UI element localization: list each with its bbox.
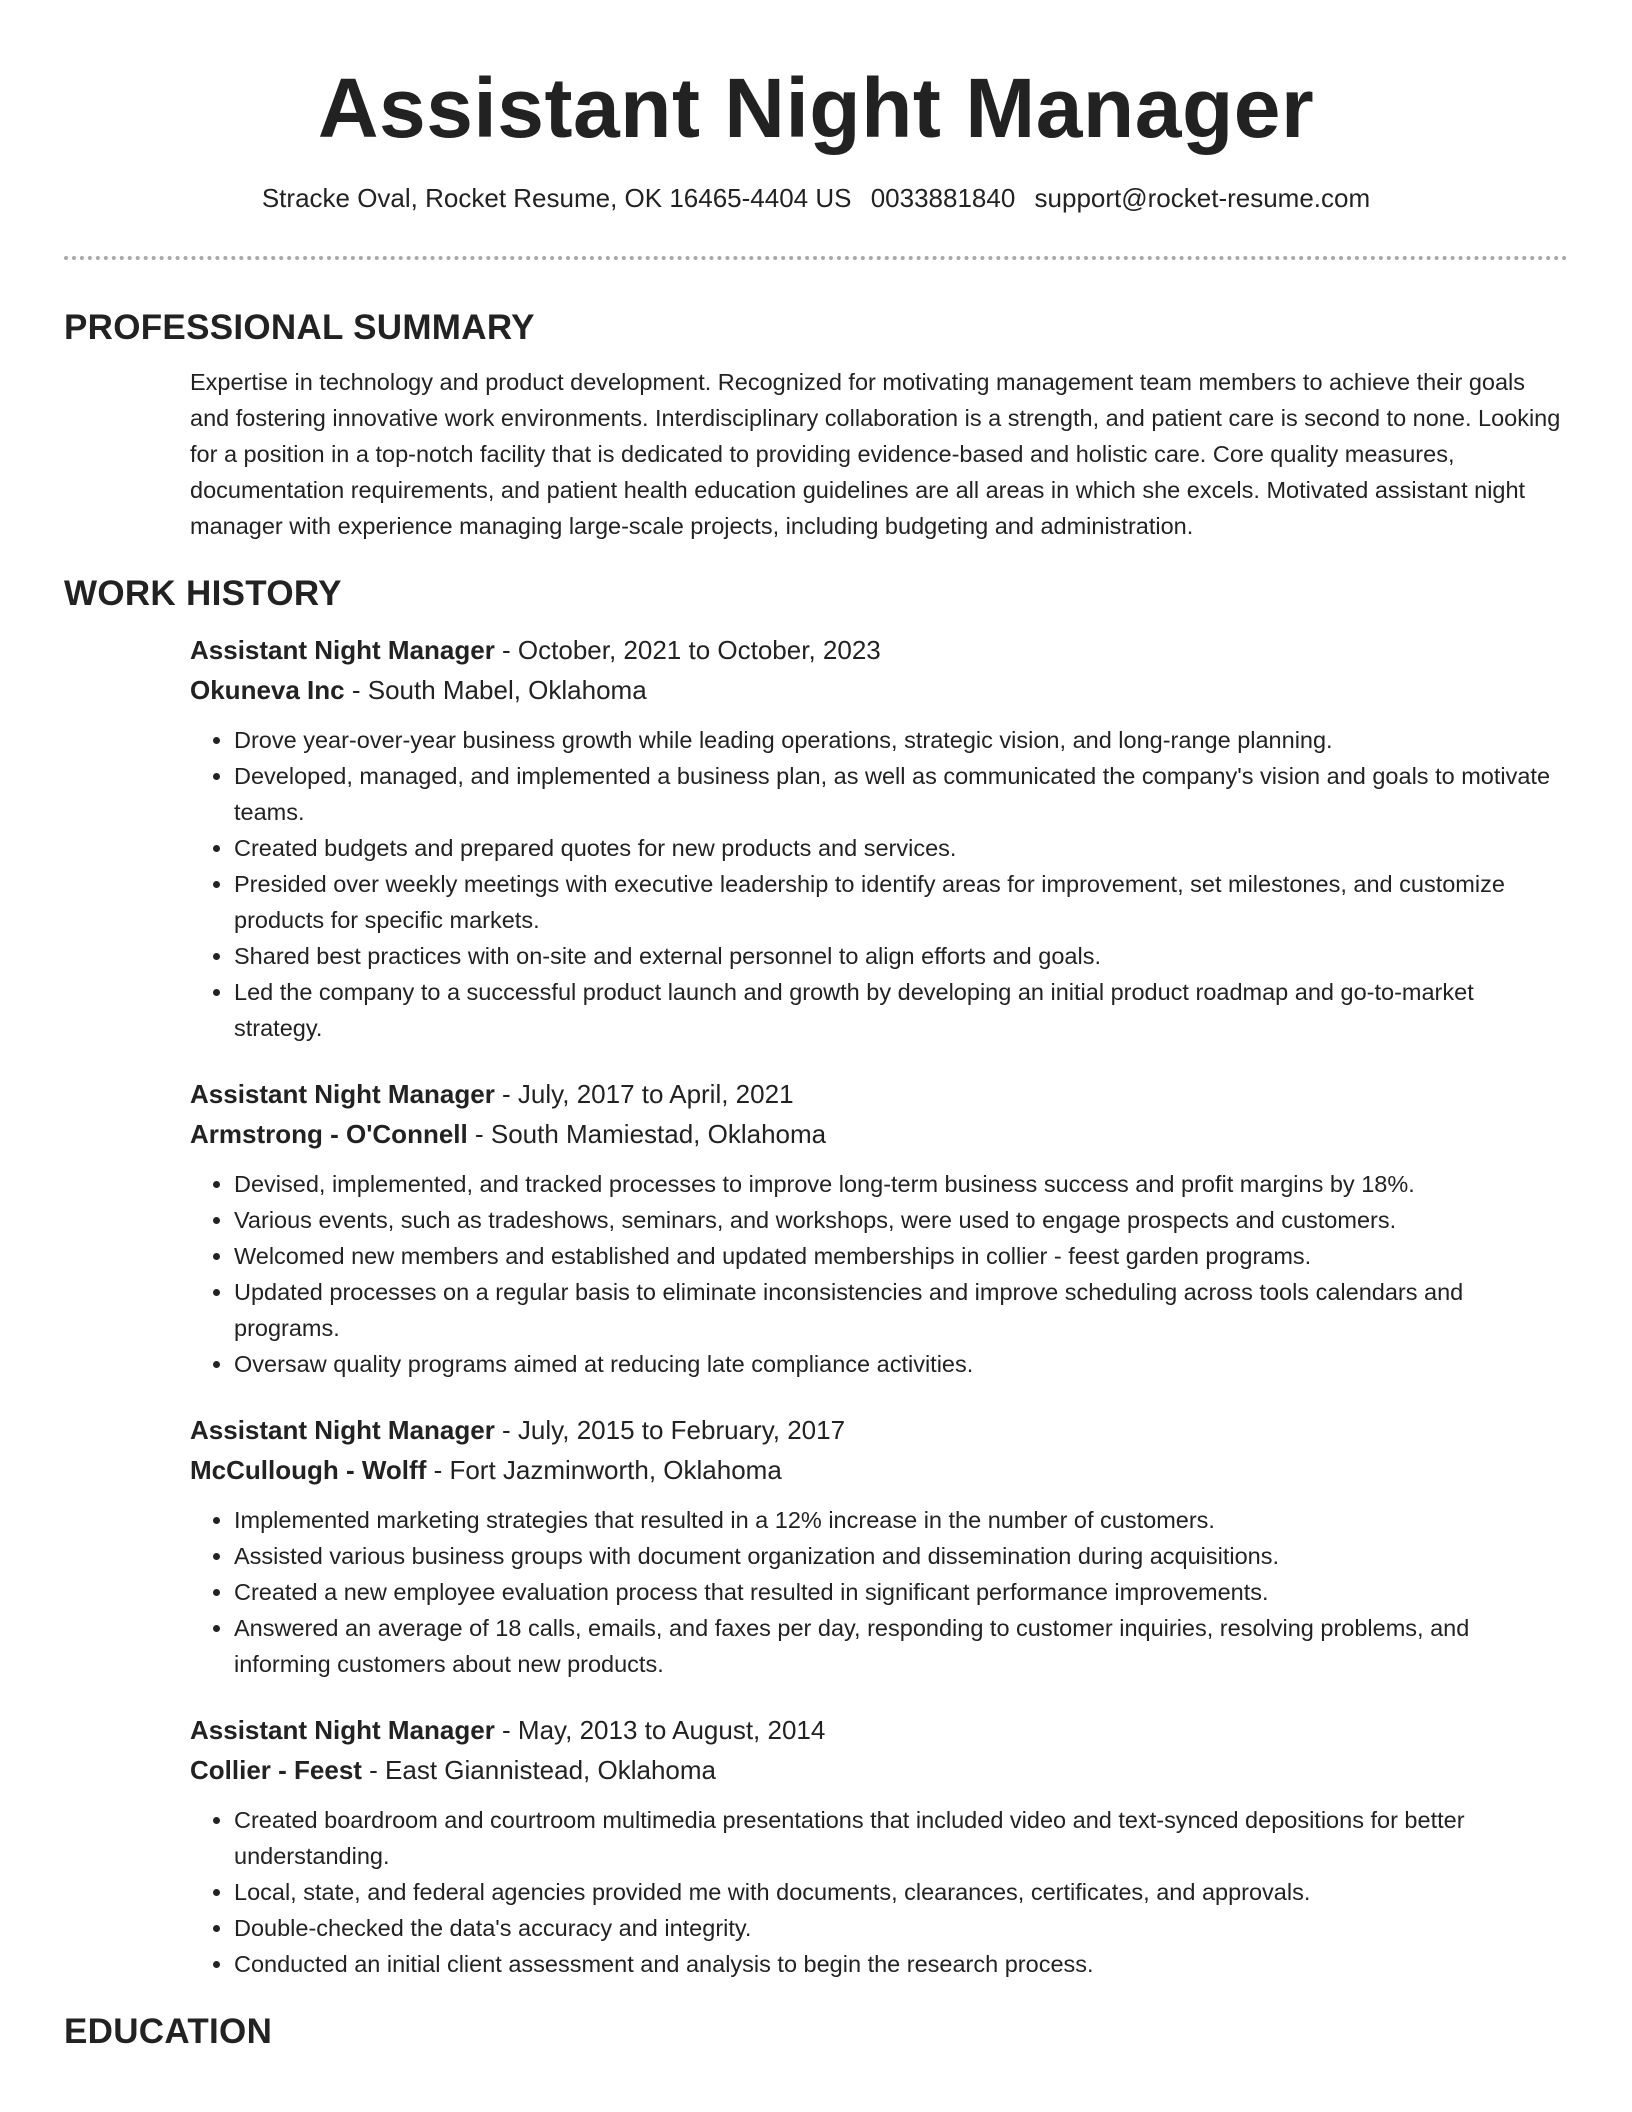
job-bullet: • Created a new employee evaluation process that resulted in significant performance improvements.	[234, 1574, 1568, 1610]
job-role: Assistant Night Manager	[190, 1079, 495, 1109]
summary-text: Expertise in technology and product development. Recognized for motivating management team members to achieve their goals and fostering innovative work environments. Interdisciplinary collaboration is a strength, and patient care is second to none. Looking for a position in a top-notch facility that is dedicated to providing evidence-based and holistic care. Core quality measures, documentation requirements, and patient health education guidelines are all areas in which she excels. Motivated assistant night manager with experience managing large-scale projects, including budgeting and administration.	[190, 369, 1561, 539]
job-location: - Fort Jazminworth, Oklahoma	[426, 1455, 782, 1485]
job-bullet: • Shared best practices with on-site and external personnel to align efforts and goals.	[234, 938, 1568, 974]
job-location: - South Mamiestad, Oklahoma	[467, 1119, 827, 1149]
section-education	[64, 2010, 1568, 2054]
job-bullet: • Assisted various business groups with document organization and dissemination during acquisitions.	[234, 1538, 1568, 1574]
job-bullet: • Double-checked the data's accuracy and integrity.	[234, 1910, 1568, 1946]
header-divider	[64, 256, 1568, 260]
job-dates: - July, 2015 to February, 2017	[494, 1415, 846, 1445]
section-professional-summary	[64, 306, 1568, 544]
job-entry	[190, 630, 1568, 1046]
job-role: Assistant Night Manager	[190, 635, 495, 665]
job-bullet: • Various events, such as tradeshows, seminars, and workshops, were used to engage prospects and customers.	[234, 1202, 1568, 1238]
section-title-education: EDUCATION	[64, 2012, 273, 2051]
job-location: - South Mabel, Oklahoma	[344, 675, 647, 705]
job-company-line	[190, 670, 1568, 710]
job-entry	[190, 1710, 1568, 1982]
job-entry	[190, 1074, 1568, 1382]
job-bullet: • Answered an average of 18 calls, emails, and faxes per day, responding to customer inquiries, resolving problems, and informing customers about new products.	[234, 1610, 1568, 1682]
job-bullet: • Presided over weekly meetings with executive leadership to identify areas for improvement, set milestones, and customize products for specific markets.	[234, 866, 1568, 938]
job-dates: - July, 2017 to April, 2021	[494, 1079, 794, 1109]
job-bullets	[190, 1502, 1568, 1682]
job-role: Assistant Night Manager	[190, 1415, 495, 1445]
job-bullet: • Welcomed new members and established and updated memberships in collier - feest garden programs.	[234, 1238, 1568, 1274]
candidate-name: Assistant Night Manager	[317, 61, 1315, 155]
job-company: McCullough - Wolff	[190, 1455, 427, 1485]
job-bullets	[190, 722, 1568, 1046]
job-bullet: • Oversaw quality programs aimed at reducing late compliance activities.	[234, 1346, 1568, 1382]
section-title-work: WORK HISTORY	[64, 574, 342, 613]
job-bullet: • Conducted an initial client assessment and analysis to begin the research process.	[234, 1946, 1568, 1982]
job-bullets	[190, 1166, 1568, 1382]
job-dates: - October, 2021 to October, 2023	[494, 635, 881, 665]
job-location: - East Giannistead, Oklahoma	[361, 1755, 716, 1785]
job-bullets	[190, 1802, 1568, 1982]
job-entry	[190, 1410, 1568, 1682]
contact-email: support@rocket-resume.com	[1034, 183, 1371, 213]
job-company: Armstrong - O'Connell	[190, 1119, 468, 1149]
job-company: Okuneva Inc	[190, 675, 345, 705]
job-company-line	[190, 1114, 1568, 1154]
job-title-line	[190, 1410, 1568, 1450]
contact-address: Stracke Oval, Rocket Resume, OK 16465-4404 US	[261, 183, 852, 213]
job-bullet: • Developed, managed, and implemented a business plan, as well as communicated the company's vision and goals to motivate teams.	[234, 758, 1568, 830]
job-bullet: • Created budgets and prepared quotes for new products and services.	[234, 830, 1568, 866]
job-bullet: • Led the company to a successful product launch and growth by developing an initial product roadmap and go-to-market strategy.	[234, 974, 1568, 1046]
section-work-history	[64, 572, 1568, 1982]
job-title-line	[190, 630, 1568, 670]
job-bullet: • Implemented marketing strategies that resulted in a 12% increase in the number of customers.	[234, 1502, 1568, 1538]
contact-phone: 0033881840	[870, 183, 1016, 213]
job-company: Collier - Feest	[190, 1755, 362, 1785]
job-title-line	[190, 1074, 1568, 1114]
contact-line	[64, 182, 1568, 214]
job-role: Assistant Night Manager	[190, 1715, 495, 1745]
job-company-line	[190, 1750, 1568, 1790]
section-title-summary: PROFESSIONAL SUMMARY	[64, 308, 535, 347]
job-dates: - May, 2013 to August, 2014	[494, 1715, 826, 1745]
job-bullet: • Devised, implemented, and tracked processes to improve long-term business success and profit margins by 18%.	[234, 1166, 1568, 1202]
job-title-line	[190, 1710, 1568, 1750]
job-company-line	[190, 1450, 1568, 1490]
job-bullet: • Local, state, and federal agencies provided me with documents, clearances, certificates, and approvals.	[234, 1874, 1568, 1910]
job-bullet: • Created boardroom and courtroom multimedia presentations that included video and text-synced depositions for better understanding.	[234, 1802, 1568, 1874]
job-bullet: • Updated processes on a regular basis to eliminate inconsistencies and improve scheduling across tools calendars and programs.	[234, 1274, 1568, 1346]
job-bullet: • Drove year-over-year business growth while leading operations, strategic vision, and long-range planning.	[234, 722, 1568, 758]
